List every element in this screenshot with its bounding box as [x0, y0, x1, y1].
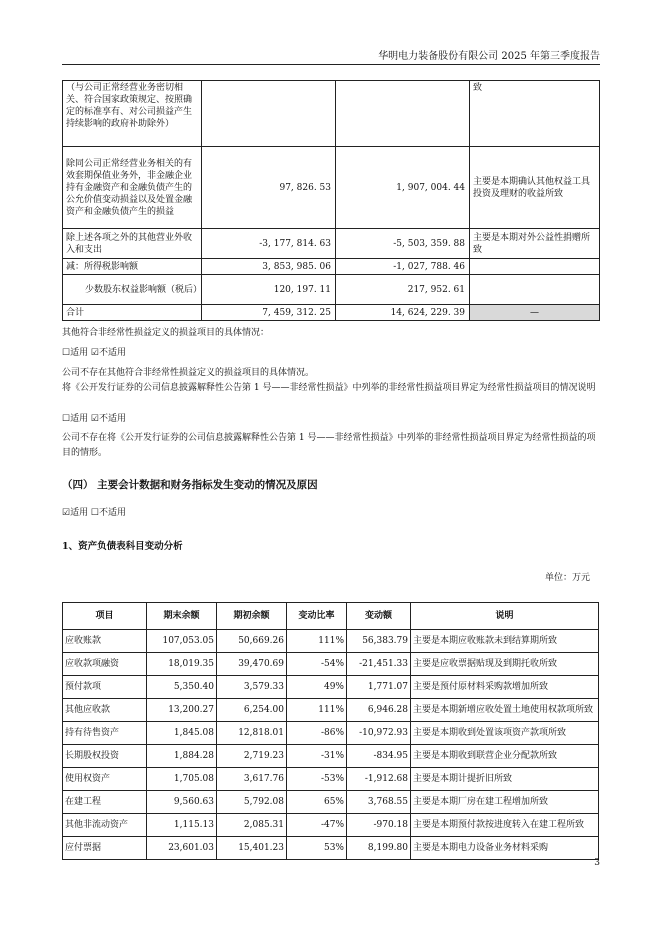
opening-balance-cell: 2,085.31 [217, 814, 287, 837]
description-cell: 主要是本期收到处置该项资产款项所致 [411, 722, 599, 745]
table-row [63, 745, 599, 768]
row-label: 除上述各项之外的其他营业外收入和支出 [63, 229, 202, 259]
section-title: （四） 主要会计数据和财务指标发生变动的情况及原因 [62, 479, 318, 491]
item-cell: 长期股权投资 [63, 745, 147, 768]
item-cell: 使用权资产 [63, 768, 147, 791]
page-number: 3 [594, 858, 600, 868]
row-note [470, 259, 600, 275]
opening-balance-cell: 5,792.08 [217, 791, 287, 814]
change-ratio-cell: -53% [287, 768, 347, 791]
current-period-value: 97, 826. 53 [202, 147, 336, 229]
ending-balance-cell: 5,350.40 [147, 676, 217, 699]
column-header: 变动额 [347, 603, 411, 630]
current-period-value [202, 81, 336, 147]
opening-balance-cell: 3,617.76 [217, 768, 287, 791]
column-header: 说明 [411, 603, 599, 630]
balance-sheet-changes-table [62, 602, 599, 860]
row-note: 主要是本期对外公益性捐赠所致 [470, 229, 600, 259]
opening-balance-cell: 3,579.33 [217, 676, 287, 699]
row-note: 致 [470, 81, 600, 147]
current-period-value: 7, 459, 312. 25 [202, 305, 336, 321]
change-ratio-cell: -31% [287, 745, 347, 768]
column-header: 期初余额 [217, 603, 287, 630]
row-note [470, 275, 600, 305]
change-amount-cell: -10,972.93 [347, 722, 411, 745]
table-row [63, 630, 599, 653]
row-label: 少数股东权益影响额（税后） [63, 275, 202, 305]
ending-balance-cell: 23,601.03 [147, 837, 217, 860]
row-label: 合计 [63, 305, 202, 321]
ending-balance-cell: 107,053.05 [147, 630, 217, 653]
ending-balance-cell: 1,115.13 [147, 814, 217, 837]
ending-balance-cell: 13,200.27 [147, 699, 217, 722]
applicability-checkbox: ☐适用 ☑不适用 [62, 348, 126, 358]
opening-balance-cell: 15,401.23 [217, 837, 287, 860]
description-cell: 主要是本期厂房在建工程增加所致 [411, 791, 599, 814]
row-note: — [470, 305, 600, 321]
applicability-checkbox: ☐适用 ☑不适用 [62, 414, 126, 424]
change-amount-cell: -21,451.33 [347, 653, 411, 676]
change-ratio-cell: -54% [287, 653, 347, 676]
item-cell: 在建工程 [63, 791, 147, 814]
column-header: 项目 [63, 603, 147, 630]
change-ratio-cell: -47% [287, 814, 347, 837]
ending-balance-cell: 1,705.08 [147, 768, 217, 791]
opening-balance-cell: 50,669.26 [217, 630, 287, 653]
table-row [63, 768, 599, 791]
header-divider [62, 64, 600, 65]
change-ratio-cell: 111% [287, 699, 347, 722]
change-ratio-cell: 53% [287, 837, 347, 860]
table-row [63, 837, 599, 860]
row-label: 减：所得税影响额 [63, 259, 202, 275]
description-cell: 主要是本期新增应收处置土地使用权款项所致 [411, 699, 599, 722]
reclassification-paragraph: 将《公开发行证券的公司信息披露解释性公告第 1 号——非经常性损益》中列举的非经常性损益项目界定为经常性损益项目的情况说明 [62, 383, 596, 393]
change-amount-cell: 1,771.07 [347, 676, 411, 699]
other-items-paragraph: 其他符合非经常性损益定义的损益项目的具体情况： [62, 328, 270, 338]
column-header: 变动比率 [287, 603, 347, 630]
change-ratio-cell: 65% [287, 791, 347, 814]
table-row [63, 147, 600, 229]
table-row [63, 699, 599, 722]
ytd-value: -1, 027, 788. 46 [336, 259, 470, 275]
change-ratio-cell: 111% [287, 630, 347, 653]
description-cell: 主要是本期收到联营企业分配款所致 [411, 745, 599, 768]
table-row [63, 653, 599, 676]
description-cell: 主要是本期应收账款未到结算期所致 [411, 630, 599, 653]
table-row [63, 229, 600, 259]
ending-balance-cell: 18,019.35 [147, 653, 217, 676]
current-period-value: 120, 197. 11 [202, 275, 336, 305]
description-cell: 主要是应收票据贴现及到期托收所致 [411, 653, 599, 676]
item-cell: 应付票据 [63, 837, 147, 860]
no-reclassification-paragraph: 公司不存在将《公开发行证券的公司信息披露解释性公告第 1 号——非经常性损益》中列举的非经常性损益项目界定为经常性损益的项目的情形。 [62, 433, 596, 458]
ending-balance-cell: 1,884.28 [147, 745, 217, 768]
opening-balance-cell: 6,254.00 [217, 699, 287, 722]
column-header: 期末余额 [147, 603, 217, 630]
unit-label: 单位：万元 [544, 573, 590, 583]
change-amount-cell: 6,946.28 [347, 699, 411, 722]
item-cell: 预付款项 [63, 676, 147, 699]
description-cell: 主要是本期预付款按进度转入在建工程所致 [411, 814, 599, 837]
current-period-value: 3, 853, 985. 06 [202, 259, 336, 275]
ytd-value [336, 81, 470, 147]
row-label: （与公司正常经营业务密切相关、符合国家政策规定、按照确定的标准享有、对公司损益产生持续影响的政府补助除外） [63, 81, 202, 147]
ytd-value: 217, 952. 61 [336, 275, 470, 305]
opening-balance-cell: 2,719.23 [217, 745, 287, 768]
ytd-value: -5, 503, 359. 88 [336, 229, 470, 259]
table-row [63, 722, 599, 745]
page-header: 华明电力装备股份有限公司 2025 年第三季度报告 [378, 51, 600, 62]
opening-balance-cell: 39,470.69 [217, 653, 287, 676]
row-label: 除同公司正常经营业务相关的有效套期保值业务外，非金融企业持有金融资产和金融负债产生的公允价值变动损益以及处置金融资产和金融负债产生的损益 [63, 147, 202, 229]
change-ratio-cell: -86% [287, 722, 347, 745]
change-amount-cell: 3,768.55 [347, 791, 411, 814]
table-row [63, 791, 599, 814]
change-amount-cell: -970.18 [347, 814, 411, 837]
ytd-value: 1, 907, 004. 44 [336, 147, 470, 229]
description-cell: 主要是本期电力设备业务材料采购 [411, 837, 599, 860]
table-row [63, 305, 600, 321]
ytd-value: 14, 624, 229. 39 [336, 305, 470, 321]
change-amount-cell: 56,383.79 [347, 630, 411, 653]
item-cell: 其他应收款 [63, 699, 147, 722]
no-other-items-paragraph: 公司不存在其他符合非经常性损益定义的损益项目的具体情况。 [62, 368, 315, 378]
change-amount-cell: -1,912.68 [347, 768, 411, 791]
table-row [63, 259, 600, 275]
item-cell: 应收款项融资 [63, 653, 147, 676]
table-row [63, 676, 599, 699]
table-header-row [63, 603, 599, 630]
item-cell: 应收账款 [63, 630, 147, 653]
row-note: 主要是本期确认其他权益工具投资及理财的收益所致 [470, 147, 600, 229]
ending-balance-cell: 9,560.63 [147, 791, 217, 814]
non-recurring-gains-table [62, 80, 600, 321]
current-period-value: -3, 177, 814. 63 [202, 229, 336, 259]
ending-balance-cell: 1,845.08 [147, 722, 217, 745]
change-amount-cell: 8,199.80 [347, 837, 411, 860]
applicability-checkbox: ☑适用 ☐不适用 [62, 508, 126, 518]
description-cell: 主要是本期计提折旧所致 [411, 768, 599, 791]
change-ratio-cell: 49% [287, 676, 347, 699]
item-cell: 其他非流动资产 [63, 814, 147, 837]
opening-balance-cell: 12,818.01 [217, 722, 287, 745]
table-row [63, 814, 599, 837]
table-row [63, 275, 600, 305]
change-amount-cell: -834.95 [347, 745, 411, 768]
description-cell: 主要是预付原材料采购款增加所致 [411, 676, 599, 699]
table-row [63, 81, 600, 147]
subsection-title: 1、资产负债表科目变动分析 [62, 541, 183, 552]
item-cell: 持有待售资产 [63, 722, 147, 745]
